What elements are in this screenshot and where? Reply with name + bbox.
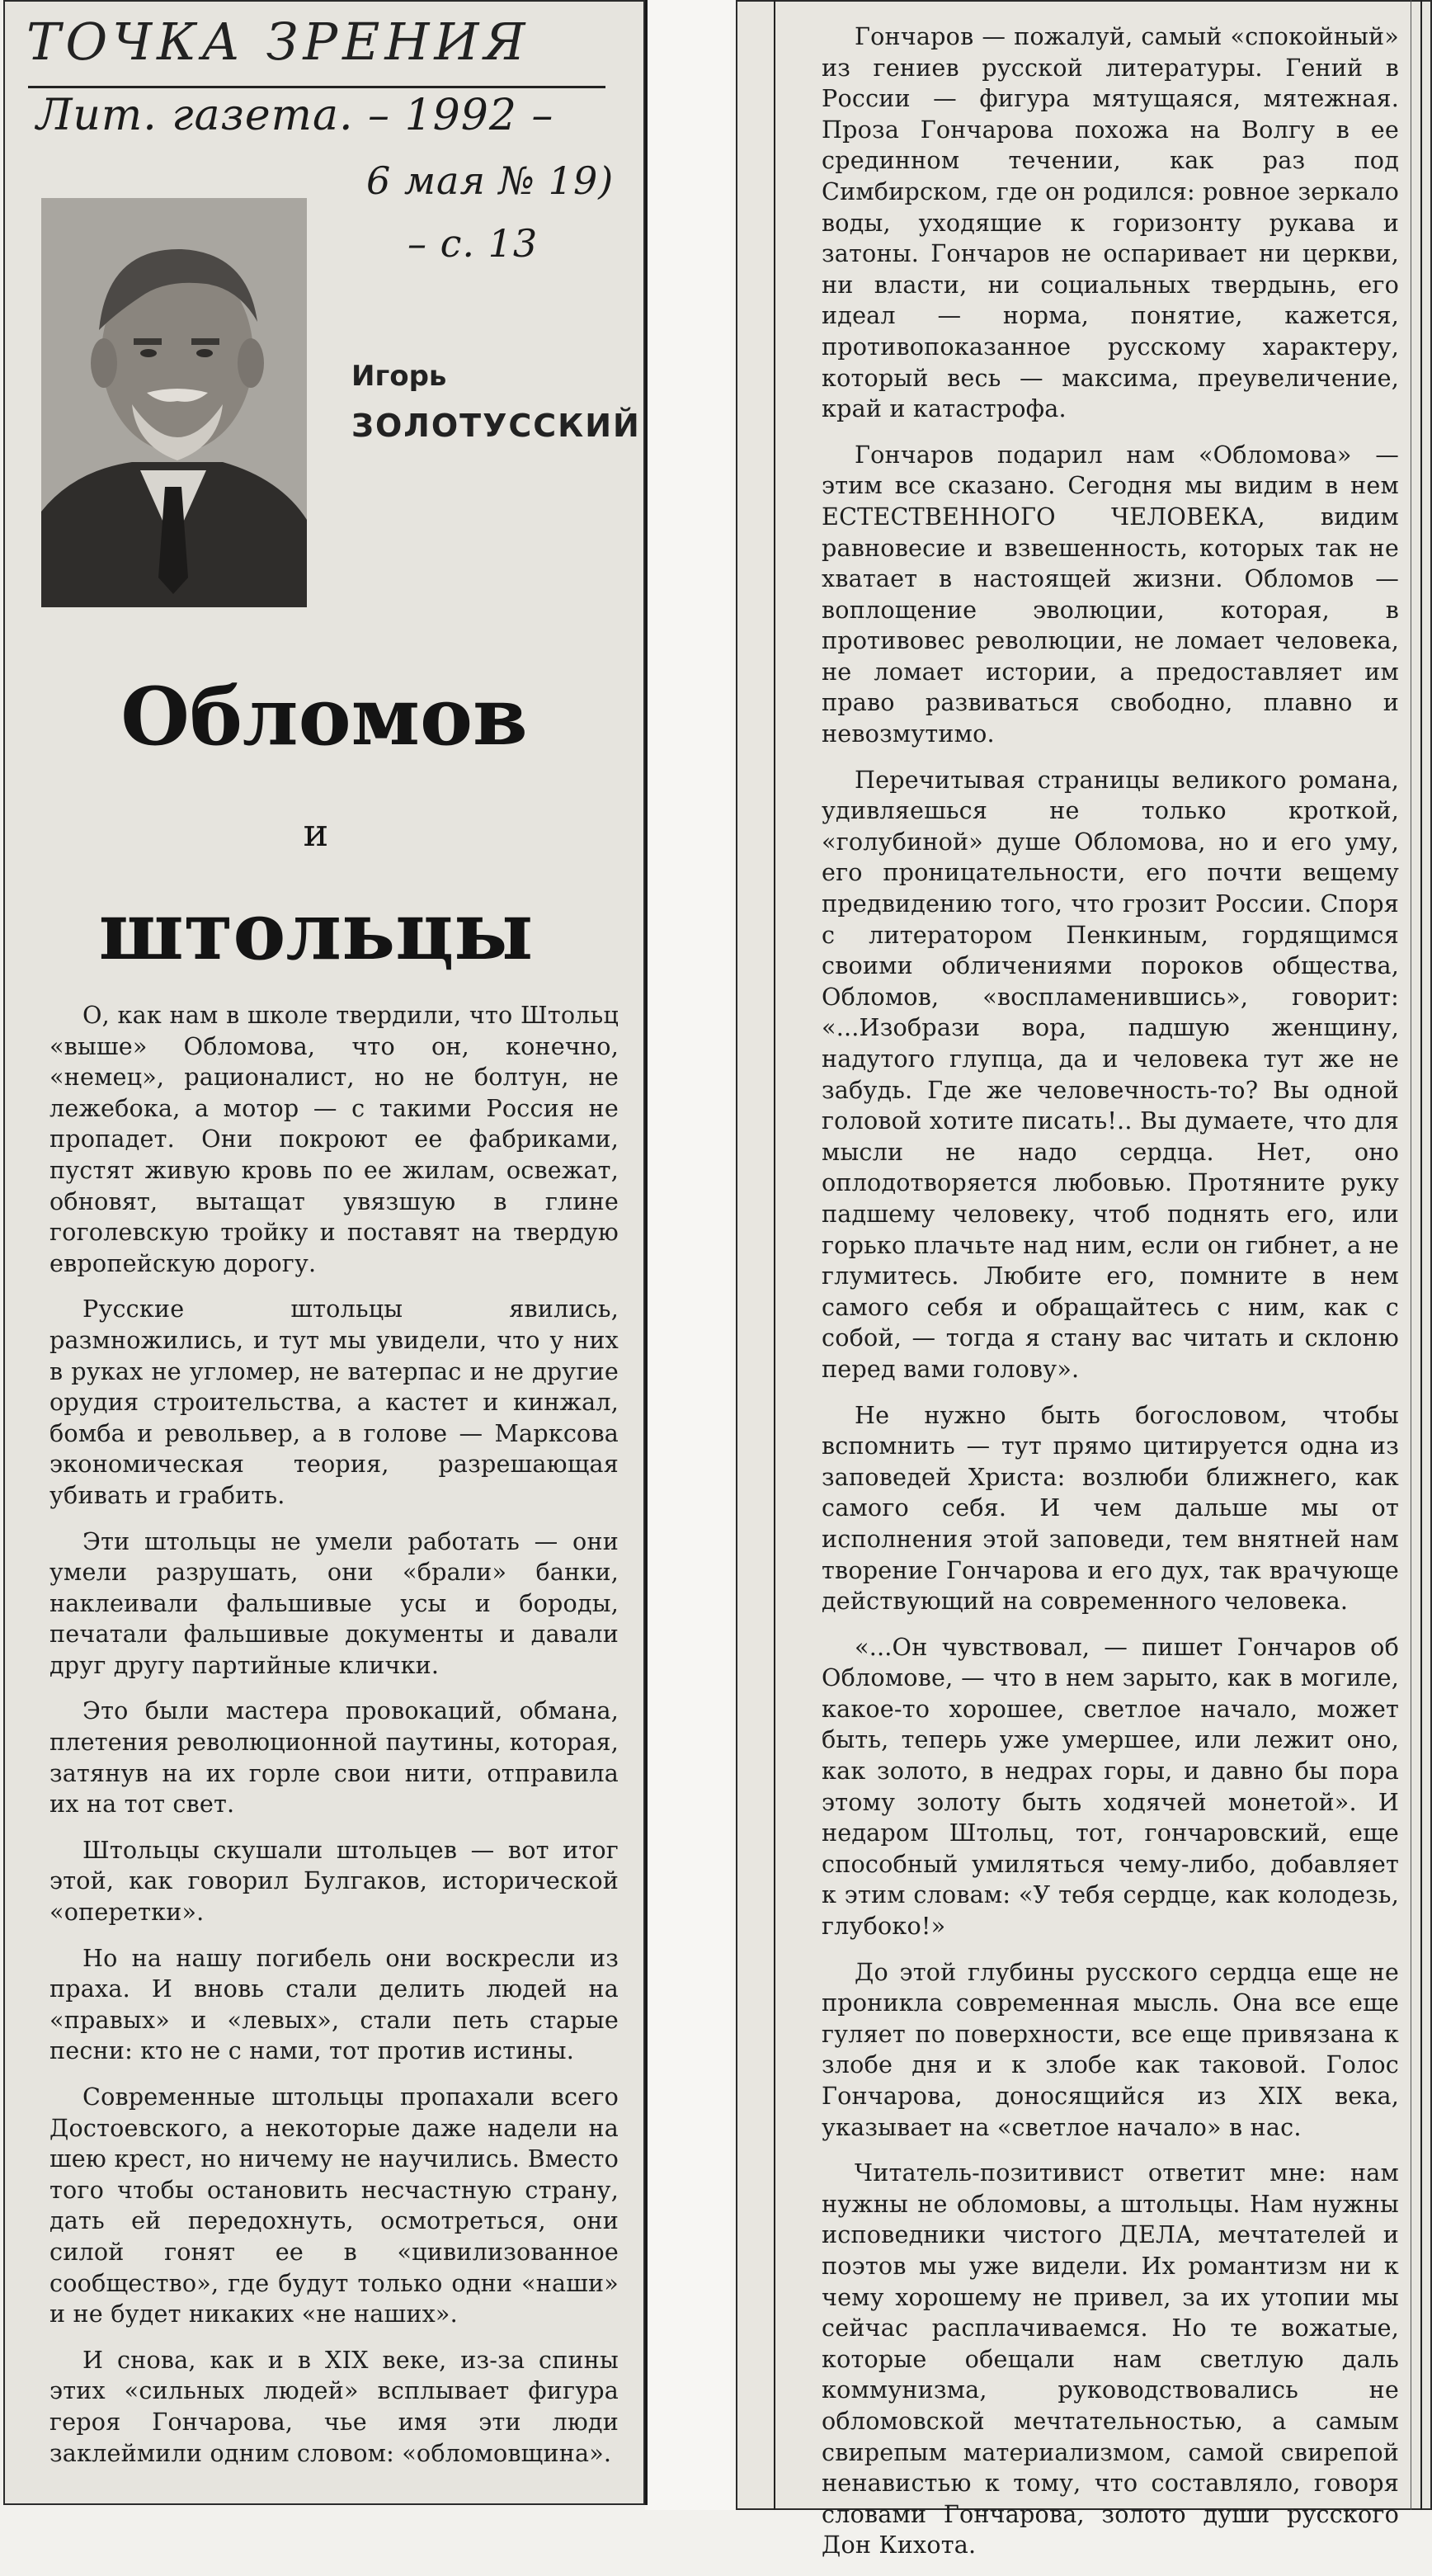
paragraph: Не нужно быть богословом, чтобы вспомнить — тут прямо цитируется одна из заповедей Христа: возлюби ближнего, как самого себя. И чем дальше мы от исполнения этой заповеди, тем внятней нам творение Гончарова и его дух, так врачующе действующий на современного человека. — [822, 1400, 1399, 1616]
paragraph: Но на нашу погибель они воскресли из праха. И вновь стали делить людей на «правых» и «левых», стали петь старые песни: кто не с нами, тот против истины. — [49, 1943, 619, 2065]
paragraph: Эти штольцы не умели работать — они умели разрушать, они «брали» банки, наклеивали фальшивые усы и бороды, печатали фальшивые документы и давали друг другу партийные клички. — [49, 1526, 619, 1679]
column-rule-right — [1420, 0, 1422, 2510]
paragraph: «...Он чувствовал, — пишет Гончаров об Обломове, — что в нем зарыто, как в могиле, какое-то хорошее, светлое начало, может быть, теперь уже умершее, или лежит оно, как золото, в недрах горы, и давно бы пора этому золоту быть ходячей монетой». И недаром Штольц, тот, гончаровский, еще способный умиляться чему-либо, добавляет к этим словам: «У тебя сердце, как колодезь, глубоко!» — [822, 1632, 1399, 1941]
rubric-rule — [28, 86, 605, 88]
paragraph: До этой глубины русского сердца еще не проникла современная мысль. Она все еще гуляет по поверхности, все еще привязана к злобе дня и к злобе как таковой. Голос Гончарова, доносящийся из XIX века, указывает на «светлое начало» в нас. — [822, 1957, 1399, 2141]
author-portrait-photo — [41, 198, 307, 607]
article-right-column — [822, 21, 1399, 2576]
handwritten-note-line3: – с. 13 — [407, 221, 539, 266]
paragraph: Русские штольцы явились, размножились, и тут мы увидели, что у них в руках не угломер, не ватерпас и не другие орудия строительства, а кастет и кинжал, бомба и револьвер, а в голове — Марксова экономическая теория, разрешающая убивать и грабить. — [49, 1295, 619, 1509]
article-left-column — [49, 1000, 619, 2484]
paragraph: Современные штольцы пропахали всего Достоевского, а некоторые даже надели на шею крест, но ничему не научились. Вместо того чтобы остановить несчастную страну, дать ей передохнуть, осмотреться, они силой гонят ее в «цивилизованное сообщество», где будут только одни «наши» и не будет никаких «не наших». — [49, 2083, 619, 2328]
page-gap — [645, 0, 736, 2510]
paragraph: Гончаров подарил нам «Обломова» — этим все сказано. Сегодня мы видим в нем ЕСТЕСТВЕННОГО ЧЕЛОВЕКА, видим равновесие и взвешенность, которых так не хватает в настоящей жизни. Обломов — воплощение эволюции, которая, в противовес революции, не ломает человека, не ломает истории, а предоставляет им право развиваться свободно, плавно и невозмутимо. — [822, 440, 1399, 748]
right-clipping — [736, 0, 1432, 2559]
handwritten-note-line2: 6 мая № 19) — [366, 158, 615, 203]
paragraph: И снова, как и в XIX веке, из-за спины этих «сильных людей» всплывает фигура героя Гончарова, чье имя эти люди заклеймили одним словом: «обломовщина». — [49, 2345, 619, 2467]
headline-conjunction: и — [303, 810, 329, 855]
headline-part1: Обломов — [120, 670, 528, 763]
headline-part2: штольцы — [98, 885, 534, 978]
paragraph: Это были мастера провокаций, обмана, плетения революционной паутины, которая, затянув на их горле свои нити, отправила их на тот свет. — [49, 1696, 619, 1819]
paragraph: О, как нам в школе твердили, что Штольц «выше» Обломова, что он, конечно, «немец», рационалист, но не болтун, не лежебока, а мотор — с такими Россия не пропадет. Они покроют ее фабриками, пустят живую кровь по ее жилам, освежат, обновят, вытащат увязшую в глине гоголевскую тройку и поставят на твердую европейскую дорогу. — [49, 1001, 619, 1277]
author-last-name: ЗОЛОТУССКИЙ — [351, 408, 641, 444]
paragraph: Читатель-позитивист ответит мне: нам нужны не обломовы, а штольцы. Нам нужны исповедники чистого ДЕЛА, мечтателей и поэтов мы уже видели. Их романтизм ни к чему хорошему не привел, за их утопии мы сейчас расплачиваемся. Но те вожатые, которые обещали нам светлую даль коммунизма, руководствовались не обломовской мечтательностью, а самым свирепым материализмом, самой свирепой ненавистью к тому, что составляло, говоря словами Гончарова, золото души русского Дон Кихота. — [822, 2158, 1399, 2559]
column-rule-left — [774, 0, 775, 2510]
paragraph: Гончаров — пожалуй, самый «спокойный» из гениев русской литературы. Гений в России — фигура мятущаяся, мятежная. Проза Гончарова похожа на Волгу в ее срединном течении, как раз под Симбирском, где он родился: ровное зеркало воды, уходящие к горизонту рукава и затоны. Гончаров не оспаривает ни церкви, ни власти, ни социальных твердынь, его идеал — норма, понятие, кажется, противопоказанное русскому характеру, который весь — максима, преувеличение, край и катастрофа. — [822, 22, 1399, 423]
portrait-illustration — [41, 198, 307, 607]
handwritten-note-line1: Лит. газета. – 1992 – — [36, 91, 554, 140]
author-first-name: Игорь — [351, 360, 447, 393]
left-clipping — [3, 0, 648, 2505]
rubric-title: ТОЧКА ЗРЕНИЯ — [26, 12, 530, 72]
paragraph: Перечитывая страницы великого романа, удивляешься не только кроткой, «голубиной» душе Обломова, но и его уму, его проницательности, его почти вещему предвидению того, что грозит России. Споря с литератором Пенкиным, гордящимся своими обличениями пороков общества, Обломов, «воспламенившись», говорит: «...Изобрази вора, падшую женщину, надутого глупца, да и человека тут же не забудь. Где же человечность-то? Вы одной головой хотите писать!.. Вы думаете, что для мысли не надо сердца. Нет, оно оплодотворяется любовью. Протяните руку падшему человеку, чтоб поднять его, или горько плачьте над ним, если он гибнет, а не глумитесь. Любите его, помните в нем самого себя и обращайтесь с ним, как с собой, — тогда я стану вас читать и склоню перед вами голову». — [822, 765, 1399, 1383]
paragraph: Штольцы скушали штольцев — вот итог этой, как говорил Булгаков, исторической «оперетки». — [49, 1835, 619, 1927]
